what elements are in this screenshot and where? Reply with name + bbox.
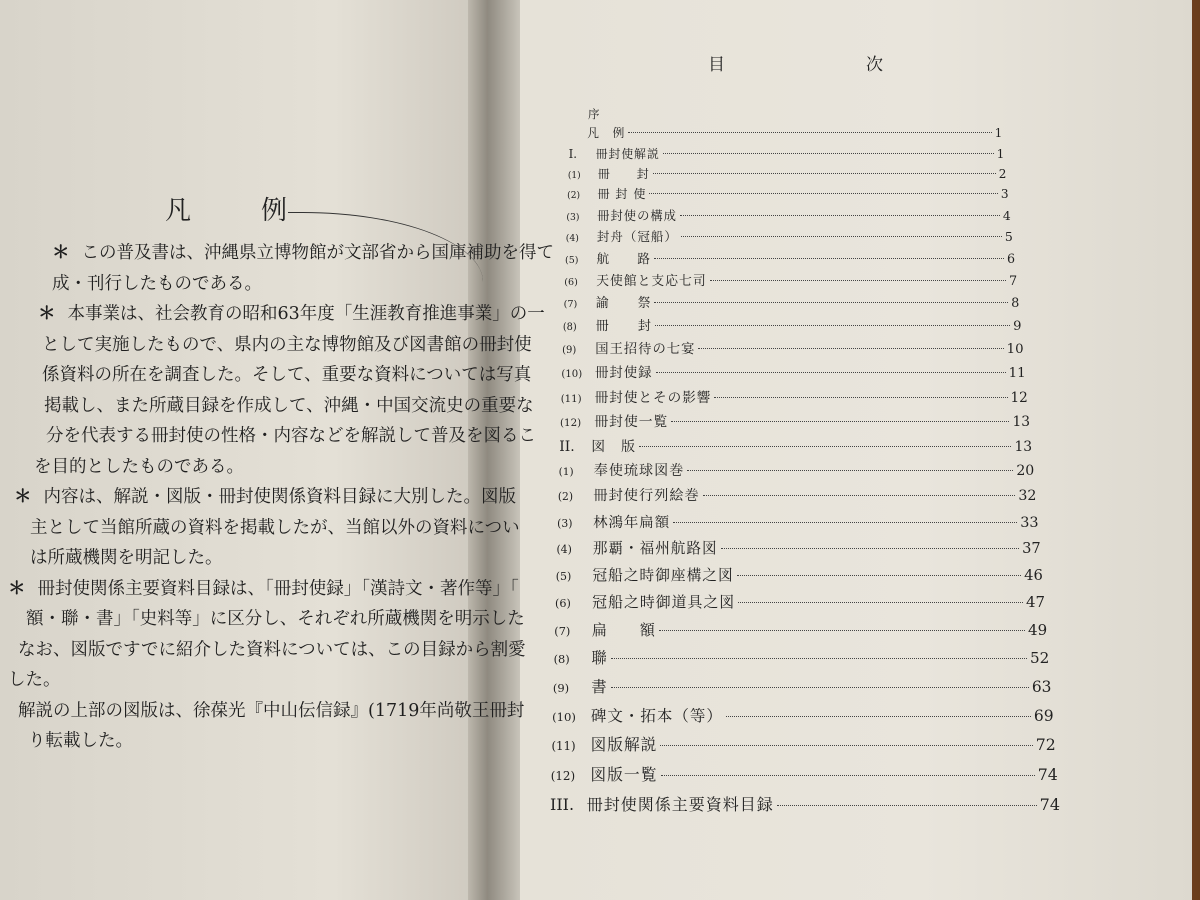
toc-entry-page: 5 [1004, 228, 1013, 244]
toc-leader-dots [639, 446, 1011, 447]
toc-entry-label: 林鴻年扁額 [593, 515, 671, 531]
left-page-body [8, 238, 554, 808]
toc-leader-dots [655, 325, 1010, 326]
toc-entry-label: 冊 封 [595, 319, 652, 334]
toc-entry [556, 564, 1043, 585]
toc-leader-dots [628, 132, 991, 133]
toc-entry-label: 冠船之時御座構之図 [592, 567, 734, 584]
toc-entry [550, 792, 1060, 815]
toc-entry-page: 20 [1016, 462, 1035, 479]
toc-entry-page: 32 [1018, 488, 1037, 505]
toc-entry-number: (11) [551, 738, 576, 753]
toc-entry-label: 凡 例 [587, 126, 626, 141]
toc-entry [554, 619, 1047, 640]
left-page-line-text: 冊封使関係主要資料目録は、「冊封使録」「漢詩文・著作等」「 [37, 578, 519, 599]
toc-entry-page: 6 [1006, 251, 1015, 267]
toc-entry [588, 106, 1000, 122]
toc-entry-number: (7) [563, 299, 578, 311]
toc-entry-page: 2 [998, 166, 1007, 181]
toc-entry [556, 537, 1040, 558]
left-page-line [8, 360, 532, 391]
left-page-line-text: この普及書は、沖縄県立博物館が文部省から国庫補助を得て [81, 243, 554, 263]
toc-entry [568, 165, 1007, 182]
left-page-line [8, 635, 526, 666]
toc-entry [551, 733, 1055, 755]
left-page-line [8, 696, 525, 727]
toc-entry-page: 74 [1039, 795, 1060, 814]
toc-entry-number: (11) [560, 393, 582, 405]
left-page-line [8, 665, 476, 696]
toc-entry-label: 諭 祭 [595, 296, 652, 312]
toc-entry-label: 冊 封 [597, 166, 650, 181]
left-page-line-text: した。 [8, 670, 61, 690]
left-page-line-text: り転載した。 [28, 731, 133, 751]
toc-entry [553, 675, 1052, 697]
toc-entry-number: (7) [554, 624, 571, 638]
toc-entry-label: 冊封使録 [594, 365, 653, 381]
toc-entry [555, 591, 1045, 612]
asterisk-marker: ＊ [8, 578, 26, 599]
toc-entry-label: 冊封使一覧 [594, 413, 669, 430]
toc-leader-dots [726, 716, 1031, 717]
left-page-line-text: を目的としたものである。 [34, 456, 244, 477]
left-page-line [8, 238, 554, 269]
toc-entry-label: 図版解説 [590, 734, 658, 754]
toc-entry-number: (2) [567, 190, 581, 201]
toc-entry-number: (6) [564, 277, 578, 288]
left-page-line [8, 299, 545, 330]
toc-entry [554, 647, 1050, 668]
toc-entry [552, 704, 1053, 726]
toc-leader-dots [663, 153, 994, 154]
left-page-line-text: 係資料の所在を調査した。そして、重要な資料については写真 [42, 365, 532, 385]
toc-entry-page: 37 [1022, 540, 1041, 558]
left-page-line [8, 574, 519, 605]
toc-leader-dots [653, 173, 996, 174]
toc-entry-number: (9) [552, 680, 570, 695]
toc-entry [569, 145, 1005, 162]
left-page-line-text: は所蔵機関を明記した。 [30, 548, 223, 568]
toc-entry-label: 航 路 [596, 251, 651, 267]
toc-entry [562, 338, 1023, 357]
toc-leader-dots [661, 775, 1035, 776]
toc-entry-page: 11 [1008, 365, 1026, 381]
toc-entry-label: 冊封使とその影響 [594, 389, 712, 406]
toc-entry-label: 冠船之時御道具之図 [592, 593, 736, 612]
toc-entry-label: 封舟（冠船） [596, 228, 678, 244]
left-page-line [8, 452, 476, 483]
toc-entry-page: 74 [1037, 765, 1058, 785]
toc-leader-dots [673, 522, 1017, 523]
asterisk-marker: ＊ [38, 304, 56, 324]
toc-entry-label: 扁 額 [591, 620, 656, 639]
toc-leader-dots [654, 258, 1004, 259]
toc-leader-dots [649, 193, 997, 194]
toc-entry-page: 33 [1020, 515, 1039, 531]
toc-leader-dots [714, 397, 1007, 398]
table-of-contents [550, 102, 1080, 822]
toc-entry-page: 47 [1026, 593, 1045, 612]
left-page-line-text: として実施したもので、県内の主な博物館及び図書館の冊封使 [42, 334, 532, 355]
toc-leader-dots [738, 602, 1023, 603]
toc-entry [564, 270, 1017, 289]
toc-entry-label: 聯 [591, 648, 608, 667]
toc-entry-number: (2) [557, 490, 573, 504]
toc-heading: 目 次 [708, 55, 945, 75]
asterisk-marker: ＊ [14, 487, 32, 507]
toc-entry-page: 7 [1008, 274, 1018, 289]
toc-entry [560, 410, 1030, 430]
toc-entry-number: (10) [561, 368, 583, 380]
left-page-line [8, 269, 476, 300]
toc-entry-label: 国王招待の七宴 [595, 342, 696, 358]
toc-leader-dots [710, 280, 1006, 281]
toc-entry-number: I. [568, 146, 577, 161]
left-page-line-text: なお、図版ですでに紹介した資料については、この目録から割愛 [18, 639, 526, 660]
toc-entry-label: 冊 封 使 [597, 186, 647, 201]
toc-entry [567, 185, 1008, 202]
toc-entry-number: II. [559, 438, 575, 455]
toc-entry [563, 315, 1022, 334]
toc-entry-page: 49 [1028, 620, 1048, 639]
toc-entry-page: 72 [1035, 734, 1056, 754]
toc-entry-label: 冊封使行列絵巻 [593, 488, 700, 505]
toc-leader-dots [777, 805, 1037, 806]
left-page-line-text: 主として当館所蔵の資料を掲載したが、当館以外の資料につい [30, 517, 520, 538]
left-page-line-text: 成・刊行したものである。 [52, 273, 262, 294]
left-page-line-text: 内容は、解説・図版・冊封使関係資料目録に大別した。図版 [43, 487, 516, 507]
toc-entry-label: 書 [591, 677, 608, 696]
toc-entry-page: 10 [1006, 342, 1024, 358]
toc-entry-number: (10) [552, 709, 576, 724]
toc-leader-dots [611, 687, 1029, 688]
toc-entry-page: 9 [1013, 319, 1022, 334]
toc-entry-number: (5) [555, 570, 572, 583]
left-page-line [8, 482, 516, 513]
left-page-line-text: 分を代表する冊封使の性格・内容などを解説して普及を図るこ [46, 426, 536, 446]
toc-entry-page: 3 [1000, 186, 1009, 201]
toc-entry [559, 460, 1035, 480]
toc-entry [557, 511, 1038, 532]
toc-entry-label: 冊封使関係主要資料目録 [586, 795, 774, 814]
toc-entry-number: III. [550, 795, 575, 814]
toc-entry-label: 那覇・福州航路図 [592, 540, 718, 558]
toc-entry-page: 1 [996, 146, 1005, 161]
toc-entry [566, 227, 1013, 245]
left-page-line-text: 本事業は、社会教育の昭和63年度「生涯教育推進事業」の一 [67, 304, 545, 324]
toc-entry-page: 8 [1011, 296, 1020, 312]
toc-entry-label: 冊封使の構成 [597, 208, 677, 223]
toc-leader-dots [680, 215, 1000, 216]
toc-leader-dots [687, 470, 1013, 471]
toc-entry-number: (4) [565, 232, 579, 244]
toc-entry-page: 13 [1014, 438, 1033, 455]
toc-entry-label: 碑文・拓本（等） [590, 706, 723, 725]
toc-leader-dots [671, 421, 1009, 422]
left-page-line [8, 604, 525, 635]
left-page-line-text: 解説の上部の図版は、徐葆光『中山伝信録』(1719年尚敬王冊封 [18, 700, 525, 721]
toc-leader-dots [611, 658, 1027, 659]
toc-entry [559, 435, 1032, 455]
toc-leader-dots [721, 548, 1020, 549]
toc-entry [566, 206, 1010, 224]
toc-entry-page: 4 [1002, 208, 1011, 223]
toc-entry-number: (9) [562, 345, 577, 357]
toc-leader-dots [703, 495, 1016, 496]
toc-entry-number: (4) [556, 543, 572, 557]
left-page-line [8, 543, 476, 574]
toc-entry [551, 762, 1058, 785]
toc-entry-page: 13 [1012, 413, 1030, 430]
toc-entry [561, 386, 1028, 406]
toc-entry-label: 図 版 [591, 438, 636, 455]
left-page-line [8, 726, 476, 757]
toc-entry-number: (1) [558, 465, 574, 478]
left-page-line-text: 額・聯・書」「史料等」に区分し、それぞれ所蔵機関を明示した [26, 609, 525, 629]
left-page-line [8, 391, 534, 422]
toc-leader-dots [656, 372, 1006, 373]
toc-entry-label: 奉使琉球図巻 [593, 462, 685, 479]
asterisk-marker: ＊ [52, 243, 70, 263]
toc-entry-number: (12) [560, 416, 582, 429]
left-page-line [8, 421, 536, 452]
toc-leader-dots [698, 348, 1003, 349]
toc-entry-page: 52 [1029, 648, 1050, 667]
toc-entry [564, 292, 1020, 311]
toc-entry-number: (6) [555, 597, 571, 611]
toc-entry-number: (5) [565, 255, 579, 267]
toc-entry-page: 12 [1010, 389, 1028, 406]
toc-entry-number: (3) [566, 211, 580, 223]
toc-entry [587, 125, 1002, 141]
toc-entry-number: (8) [553, 651, 570, 666]
left-page-title: 凡 例 [165, 196, 310, 226]
toc-entry-page: 1 [994, 126, 1003, 141]
toc-entry-label: 冊封使解説 [595, 146, 660, 161]
toc-entry-number: (12) [550, 769, 576, 784]
toc-entry-number: (8) [562, 322, 577, 333]
toc-entry [558, 485, 1037, 505]
toc-entry-label: 図版一覧 [590, 765, 658, 785]
toc-leader-dots [660, 745, 1032, 746]
toc-entry-number: (1) [567, 170, 581, 181]
toc-leader-dots [654, 302, 1008, 303]
toc-entry-page: 63 [1031, 677, 1052, 696]
toc-leader-dots [737, 575, 1021, 576]
left-page-line [8, 513, 520, 544]
toc-leader-dots [659, 630, 1025, 631]
toc-entry [565, 248, 1015, 267]
toc-entry [561, 362, 1025, 381]
left-page-line [8, 330, 532, 361]
toc-entry-label: 序 [588, 107, 601, 121]
toc-entry-page: 69 [1033, 706, 1054, 725]
left-page-line-text: 掲載し、また所蔵目録を作成して、沖縄・中国交流史の重要な [44, 395, 534, 416]
toc-entry-number: (3) [557, 517, 573, 530]
toc-entry-page: 46 [1024, 567, 1043, 584]
toc-entry-label: 天使館と支応七司 [596, 274, 707, 289]
toc-leader-dots [681, 236, 1002, 237]
